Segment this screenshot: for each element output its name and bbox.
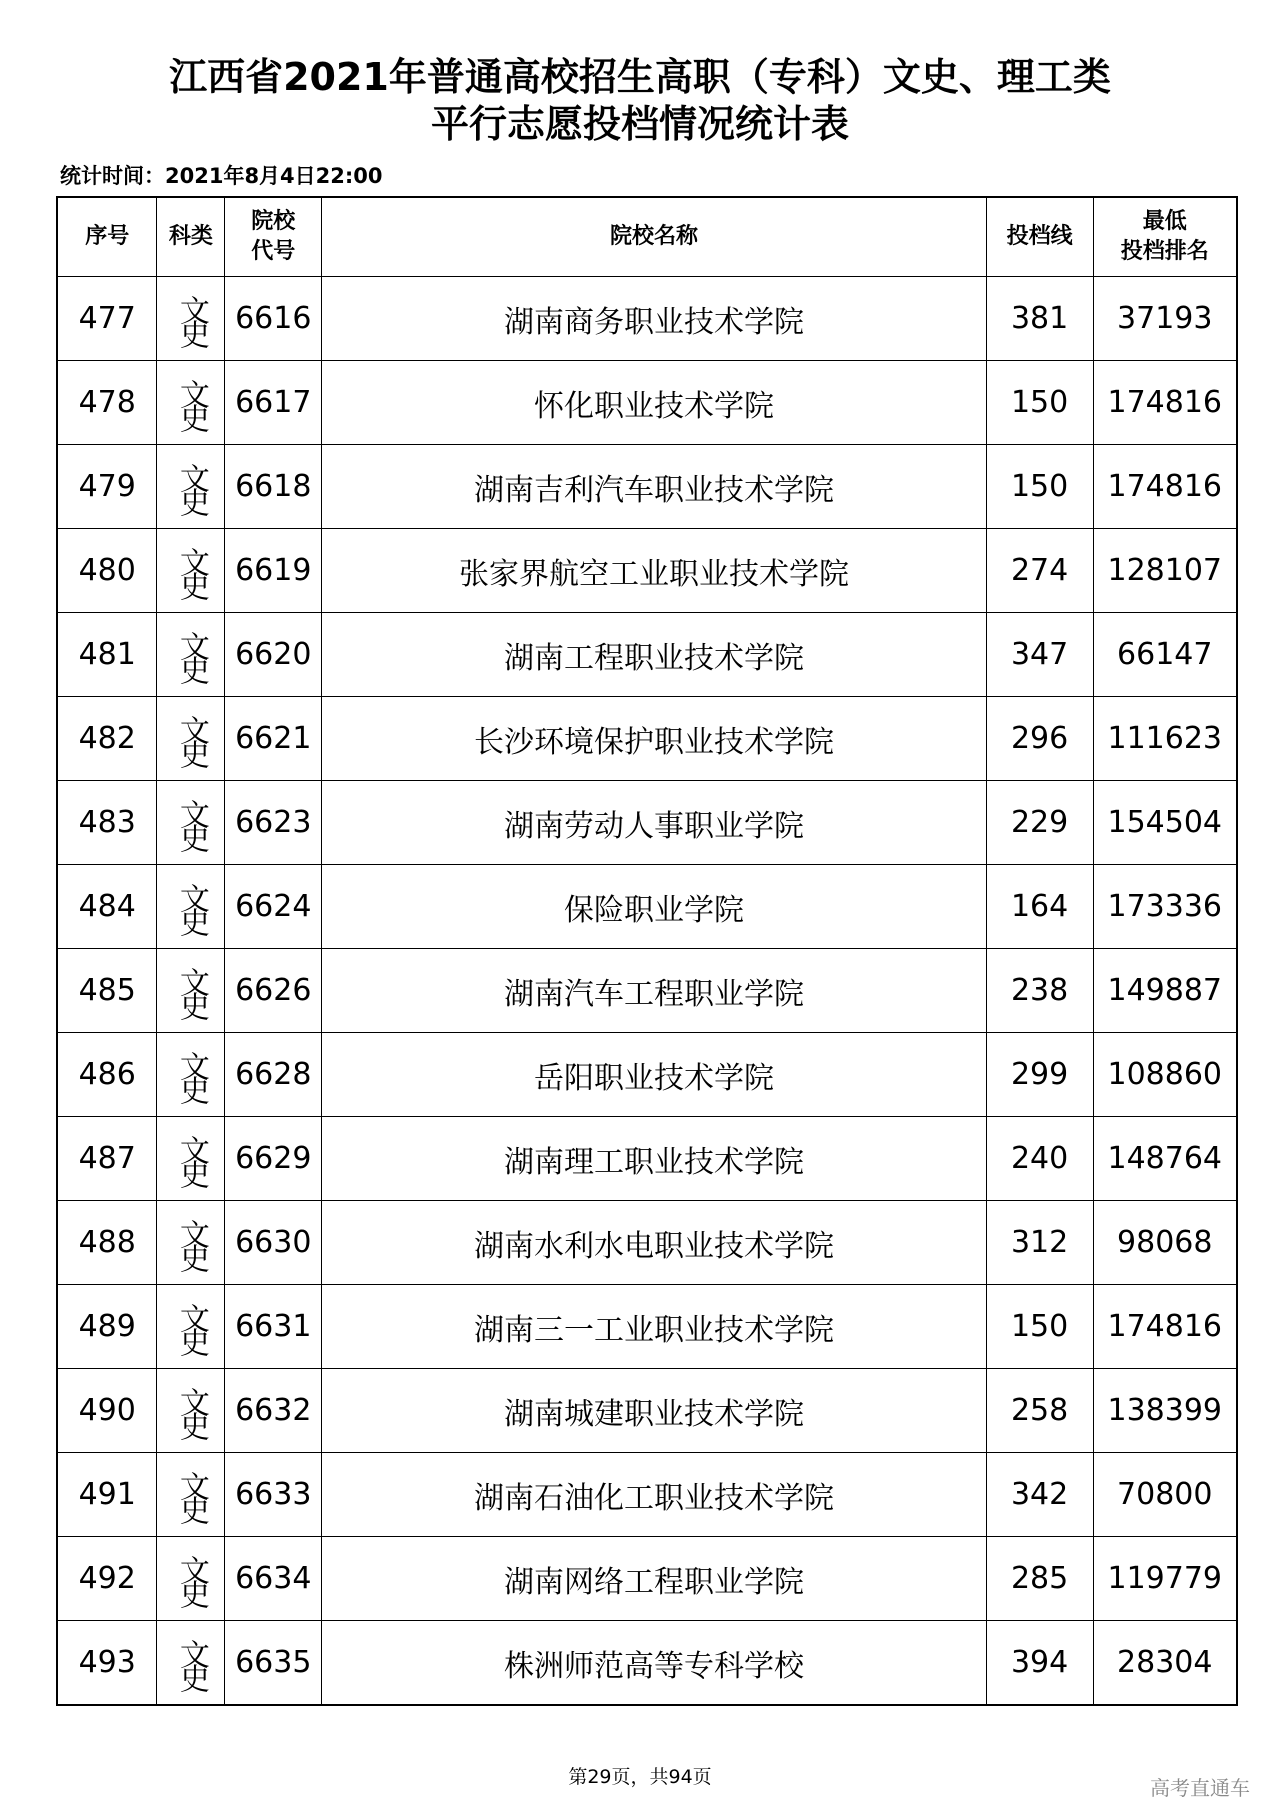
cell-school-name: 湖南理工职业技术学院 <box>322 1117 986 1201</box>
header-code-line2: 代号 <box>251 239 296 264</box>
cell-admission-line: 274 <box>986 529 1093 613</box>
table-row <box>57 1369 1237 1453</box>
cell-index: 484 <box>57 865 157 949</box>
cell-index: 481 <box>57 613 157 697</box>
cell-category: 文史 <box>157 1369 225 1453</box>
cell-school-code: 6629 <box>225 1117 322 1201</box>
cell-school-code: 6623 <box>225 781 322 865</box>
cell-min-rank: 154504 <box>1093 781 1237 865</box>
cell-index: 492 <box>57 1537 157 1621</box>
cell-min-rank: 28304 <box>1093 1621 1237 1706</box>
header-rank-line2: 投档排名 <box>1120 239 1209 264</box>
table-header-row <box>57 197 1237 277</box>
cell-school-code: 6631 <box>225 1285 322 1369</box>
cell-school-code: 6626 <box>225 949 322 1033</box>
cell-index: 482 <box>57 697 157 781</box>
cell-min-rank: 66147 <box>1093 613 1237 697</box>
cell-min-rank: 174816 <box>1093 1285 1237 1369</box>
cell-min-rank: 108860 <box>1093 1033 1237 1117</box>
table-row <box>57 697 1237 781</box>
cell-category: 文史 <box>157 277 225 361</box>
watermark: 高考直通车 <box>1150 1776 1250 1800</box>
cell-category: 文史 <box>157 697 225 781</box>
cell-school-code: 6628 <box>225 1033 322 1117</box>
cell-category: 文史 <box>157 1285 225 1369</box>
cell-min-rank: 128107 <box>1093 529 1237 613</box>
cell-category: 文史 <box>157 529 225 613</box>
cell-school-name: 湖南劳动人事职业学院 <box>322 781 986 865</box>
cell-category: 文史 <box>157 361 225 445</box>
statistics-time: 统计时间：2021年8月4日22:00 <box>60 164 383 188</box>
cell-school-name: 湖南城建职业技术学院 <box>322 1369 986 1453</box>
table-row <box>57 1033 1237 1117</box>
cell-school-code: 6633 <box>225 1453 322 1537</box>
table-row <box>57 781 1237 865</box>
cell-min-rank: 37193 <box>1093 277 1237 361</box>
cell-category: 文史 <box>157 1621 225 1706</box>
cell-school-code: 6619 <box>225 529 322 613</box>
cell-index: 490 <box>57 1369 157 1453</box>
cell-admission-line: 164 <box>986 865 1093 949</box>
cell-min-rank: 138399 <box>1093 1369 1237 1453</box>
cell-school-name: 湖南工程职业技术学院 <box>322 613 986 697</box>
table-row <box>57 613 1237 697</box>
cell-school-code: 6634 <box>225 1537 322 1621</box>
cell-min-rank: 70800 <box>1093 1453 1237 1537</box>
table-row <box>57 1621 1237 1706</box>
cell-school-name: 岳阳职业技术学院 <box>322 1033 986 1117</box>
cell-admission-line: 240 <box>986 1117 1093 1201</box>
document-subtitle: 平行志愿投档情况统计表 <box>430 102 849 146</box>
header-index: 序号 <box>57 197 157 277</box>
cell-admission-line: 150 <box>986 445 1093 529</box>
cell-school-name: 保险职业学院 <box>322 865 986 949</box>
table-row <box>57 529 1237 613</box>
cell-school-name: 怀化职业技术学院 <box>322 361 986 445</box>
cell-admission-line: 312 <box>986 1201 1093 1285</box>
cell-category: 文史 <box>157 1033 225 1117</box>
cell-index: 486 <box>57 1033 157 1117</box>
cell-school-code: 6616 <box>225 277 322 361</box>
cell-admission-line: 394 <box>986 1621 1093 1706</box>
cell-school-code: 6632 <box>225 1369 322 1453</box>
table-row <box>57 361 1237 445</box>
cell-min-rank: 174816 <box>1093 445 1237 529</box>
cell-index: 487 <box>57 1117 157 1201</box>
cell-category: 文史 <box>157 613 225 697</box>
header-rank-line1: 最低 <box>1142 209 1187 234</box>
cell-school-code: 6635 <box>225 1621 322 1706</box>
document-title: 江西省2021年普通高校招生高职（专科）文史、理工类 <box>169 55 1111 99</box>
cell-category: 文史 <box>157 1201 225 1285</box>
cell-school-name: 湖南水利水电职业技术学院 <box>322 1201 986 1285</box>
cell-admission-line: 229 <box>986 781 1093 865</box>
header-code <box>225 197 322 277</box>
header-admission-line: 投档线 <box>986 197 1093 277</box>
cell-min-rank: 173336 <box>1093 865 1237 949</box>
table-row <box>57 445 1237 529</box>
cell-admission-line: 381 <box>986 277 1093 361</box>
cell-admission-line: 285 <box>986 1537 1093 1621</box>
cell-admission-line: 299 <box>986 1033 1093 1117</box>
cell-category: 文史 <box>157 781 225 865</box>
cell-admission-line: 342 <box>986 1453 1093 1537</box>
cell-index: 480 <box>57 529 157 613</box>
cell-category: 文史 <box>157 1537 225 1621</box>
cell-school-name: 湖南商务职业技术学院 <box>322 277 986 361</box>
header-category: 科类 <box>157 197 225 277</box>
table-row <box>57 1537 1237 1621</box>
table-row <box>57 1117 1237 1201</box>
cell-admission-line: 238 <box>986 949 1093 1033</box>
cell-school-name: 张家界航空工业职业技术学院 <box>322 529 986 613</box>
cell-index: 485 <box>57 949 157 1033</box>
cell-min-rank: 111623 <box>1093 697 1237 781</box>
cell-school-code: 6621 <box>225 697 322 781</box>
table-row <box>57 865 1237 949</box>
table-row <box>57 277 1237 361</box>
cell-category: 文史 <box>157 1117 225 1201</box>
cell-index: 477 <box>57 277 157 361</box>
page-footer: 第29页，共94页 <box>568 1766 712 1788</box>
cell-index: 488 <box>57 1201 157 1285</box>
cell-category: 文史 <box>157 445 225 529</box>
cell-school-name: 湖南石油化工职业技术学院 <box>322 1453 986 1537</box>
cell-school-code: 6617 <box>225 361 322 445</box>
cell-category: 文史 <box>157 949 225 1033</box>
cell-min-rank: 119779 <box>1093 1537 1237 1621</box>
table-row <box>57 1285 1237 1369</box>
cell-index: 478 <box>57 361 157 445</box>
table-body <box>57 277 1237 1706</box>
cell-index: 491 <box>57 1453 157 1537</box>
cell-min-rank: 98068 <box>1093 1201 1237 1285</box>
table-row <box>57 949 1237 1033</box>
cell-school-name: 湖南网络工程职业学院 <box>322 1537 986 1621</box>
cell-school-name: 湖南三一工业职业技术学院 <box>322 1285 986 1369</box>
cell-admission-line: 258 <box>986 1369 1093 1453</box>
cell-min-rank: 148764 <box>1093 1117 1237 1201</box>
header-school-name: 院校名称 <box>322 197 986 277</box>
cell-school-name: 长沙环境保护职业技术学院 <box>322 697 986 781</box>
cell-category: 文史 <box>157 865 225 949</box>
cell-index: 489 <box>57 1285 157 1369</box>
cell-index: 483 <box>57 781 157 865</box>
cell-school-name: 株洲师范高等专科学校 <box>322 1621 986 1706</box>
cell-admission-line: 150 <box>986 361 1093 445</box>
cell-admission-line: 296 <box>986 697 1093 781</box>
cell-school-code: 6618 <box>225 445 322 529</box>
cell-school-name: 湖南吉利汽车职业技术学院 <box>322 445 986 529</box>
header-code-line1: 院校 <box>251 209 296 234</box>
cell-min-rank: 174816 <box>1093 361 1237 445</box>
table-row <box>57 1453 1237 1537</box>
cell-admission-line: 150 <box>986 1285 1093 1369</box>
cell-school-code: 6620 <box>225 613 322 697</box>
cell-index: 493 <box>57 1621 157 1706</box>
table-row <box>57 1201 1237 1285</box>
cell-school-code: 6624 <box>225 865 322 949</box>
cell-index: 479 <box>57 445 157 529</box>
admission-table <box>56 196 1238 1706</box>
cell-school-code: 6630 <box>225 1201 322 1285</box>
cell-category: 文史 <box>157 1453 225 1537</box>
header-rank <box>1093 197 1237 277</box>
cell-school-name: 湖南汽车工程职业学院 <box>322 949 986 1033</box>
cell-admission-line: 347 <box>986 613 1093 697</box>
cell-min-rank: 149887 <box>1093 949 1237 1033</box>
